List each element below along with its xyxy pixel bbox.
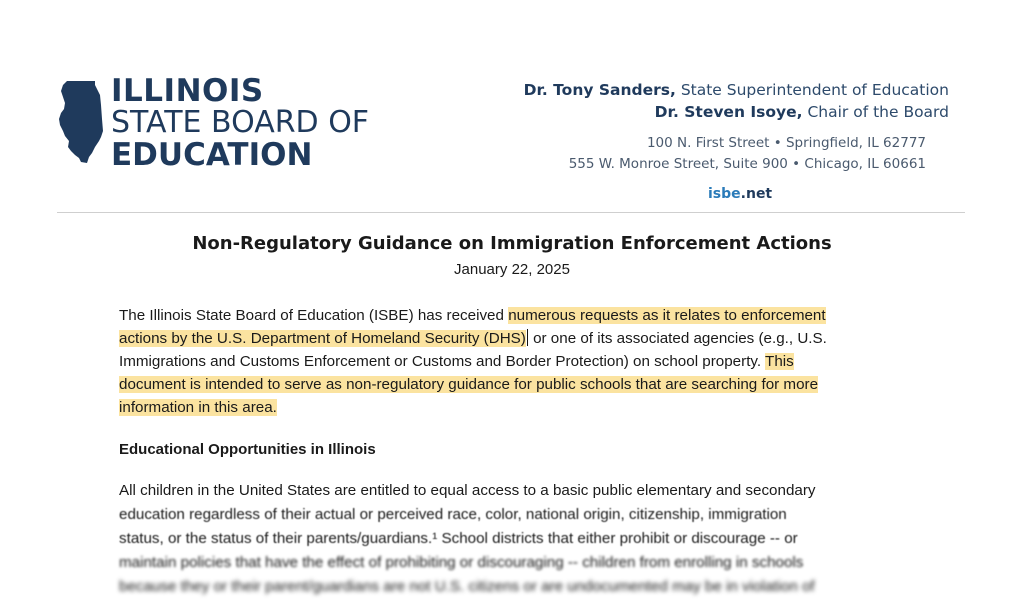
logo-line-2: STATE BOARD OF [111,105,370,140]
logo-line-3: EDUCATION [111,137,313,173]
address-springfield: 100 N. First Street • Springfield, IL 62777 [646,135,926,151]
logo-line-1: ILLINOIS [111,73,264,109]
chair-role: Chair of the Board [802,103,949,121]
highlight-1b: actions by the U.S. Department of Homeland Security (DHS) [119,330,526,347]
illinois-state-icon [57,79,107,165]
leadership-block [524,79,949,123]
intro-paragraph [119,304,919,419]
highlight-2a: This [765,353,794,370]
body-line: maintain policies that have the effect of prohibiting or discouraging -- children from enrolling in schools [119,554,804,571]
highlight-1a: numerous requests as it relates to enforcement [508,307,826,324]
superintendent-name: Dr. Tony Sanders, [523,81,676,99]
body-line: status, or the status of their parents/guardians.¹ School districts that either prohibit or discourage -- or [119,530,798,547]
body-paragraph [119,479,911,599]
address-chicago: 555 W. Monroe Street, Suite 900 • Chicago, IL 60661 [568,156,926,172]
chair-name: Dr. Steven Isoye, [654,103,803,121]
body-line: education regardless of their actual or perceived race, color, national origin, citizenship, immigration [119,506,787,523]
superintendent-line [524,79,949,101]
website-link[interactable] [708,186,772,202]
chair-line [524,101,949,123]
body-line: because they or their parent/guardians are not U.S. citizens or are undocumented may be in violation of [119,578,815,595]
isbe-logo [57,73,377,173]
text-cursor [527,329,528,346]
intro-text-1: The Illinois State Board of Education (ISBE) has received [119,307,509,324]
highlight-2b: document is intended to serve as non-regulatory guidance for public schools that are searching for more [119,376,819,393]
superintendent-role: State Superintendent of Education [675,81,949,99]
website-part-1: isbe [708,186,741,202]
document-date: January 22, 2025 [454,261,570,278]
highlight-2c: information in this area. [119,399,277,416]
logo-wordmark [111,73,370,173]
address-block [569,133,926,175]
header-divider [57,212,965,213]
intro-text-2a: or one of its associated agencies (e.g., U.S. [528,330,827,347]
body-line: All children in the United States are entitled to equal access to a basic public elementary and secondary [119,482,816,499]
website-part-2: .net [740,186,773,202]
section-heading: Educational Opportunities in Illinois [119,441,376,458]
intro-text-2b: Immigrations and Customs Enforcement or Customs and Border Protection) on school property. [119,353,766,370]
document-title: Non-Regulatory Guidance on Immigration Enforcement Actions [192,233,832,254]
